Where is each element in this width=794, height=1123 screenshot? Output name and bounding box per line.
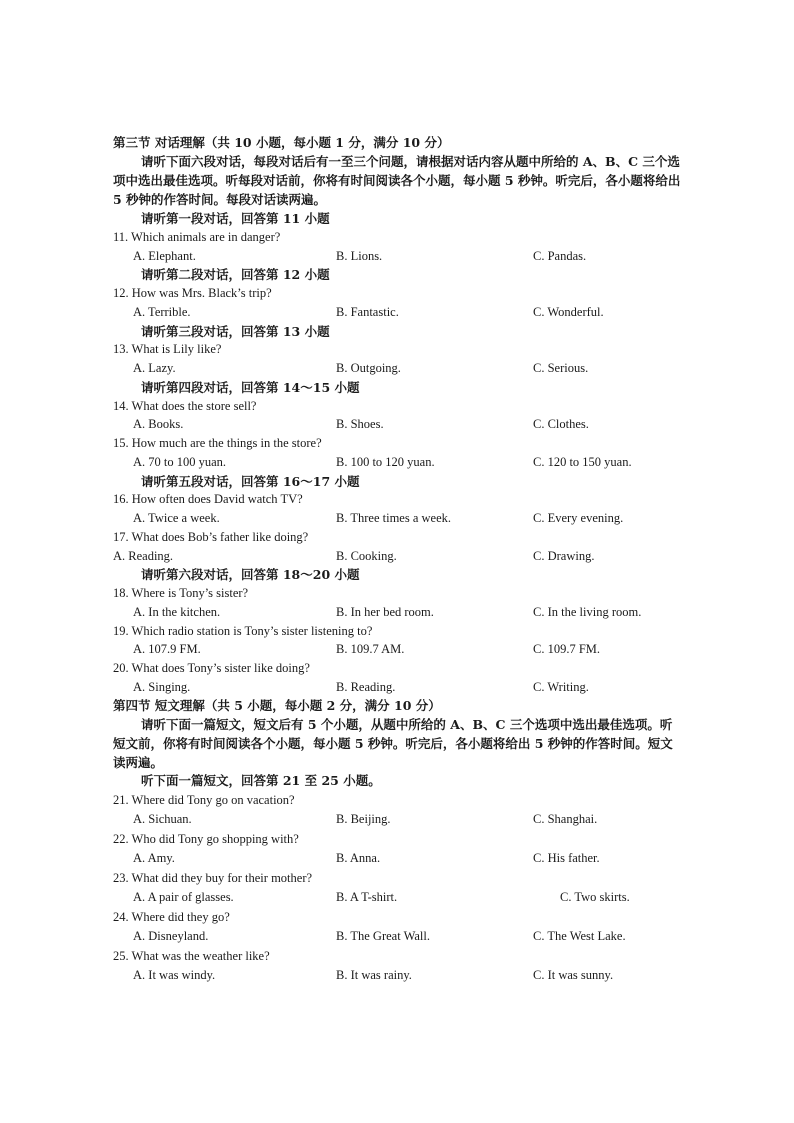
option-c[interactable]: C. Serious. — [533, 361, 589, 375]
option-c[interactable]: C. 109.7 FM. — [533, 642, 601, 657]
option-a[interactable]: A. Lazy. — [133, 361, 176, 375]
option-c[interactable]: C. The West Lake. — [533, 929, 626, 943]
dialogue-heading: 请听第二段对话，回答第 12 小题 — [141, 267, 330, 283]
option-b[interactable]: B. Three times a week. — [336, 511, 452, 525]
option-b[interactable]: B. Fantastic. — [336, 304, 399, 319]
dialogue-heading: 听下面一篇短文，回答第 21 至 25 小题。 — [141, 773, 381, 788]
section4-title: 第四节 短文理解（共 5 小题，每小题 2 分，满分 10 分） — [113, 698, 441, 713]
answer-options — [0, 247, 680, 266]
answer-options — [0, 849, 680, 868]
dialogue-heading: 请听第一段对话，回答第 11 小题 — [141, 211, 330, 226]
question-text: 11. Which animals are in danger? — [113, 229, 281, 244]
option-c[interactable]: C. Every evening. — [533, 511, 624, 525]
option-b[interactable]: B. Reading. — [336, 679, 396, 694]
option-b[interactable]: B. Lions. — [336, 248, 383, 263]
option-b[interactable]: B. In her bed room. — [336, 604, 434, 619]
option-c[interactable]: C. 120 to 150 yuan. — [533, 454, 632, 469]
dialogue-heading: 请听第六段对话，回答第 18～20 小题 — [141, 567, 360, 583]
option-a[interactable]: A. Twice a week. — [133, 511, 220, 525]
option-c[interactable]: C. It was sunny. — [533, 968, 614, 982]
option-b[interactable]: B. A T-shirt. — [336, 890, 398, 904]
question-text: 15. How much are the things in the store? — [113, 436, 322, 450]
question-text: 25. What was the weather like? — [113, 948, 270, 963]
option-c[interactable]: C. Wonderful. — [533, 304, 604, 319]
option-b[interactable]: B. Cooking. — [336, 548, 397, 563]
option-a[interactable]: A. Disneyland. — [133, 929, 209, 943]
answer-options — [0, 415, 680, 434]
option-c[interactable]: C. His father. — [533, 851, 600, 865]
dialogue-heading: 请听第五段对话，回答第 16～17 小题 — [141, 473, 360, 489]
option-c[interactable]: C. Pandas. — [533, 248, 587, 263]
option-a[interactable]: A. 107.9 FM. — [133, 642, 201, 657]
option-a[interactable]: A. Sichuan. — [133, 812, 192, 826]
option-b[interactable]: B. 100 to 120 yuan. — [336, 454, 435, 469]
answer-options — [0, 888, 680, 907]
option-a[interactable]: A. Amy. — [133, 851, 175, 865]
answer-options — [0, 603, 680, 622]
option-b[interactable]: B. 109.7 AM. — [336, 642, 405, 657]
answer-options — [0, 303, 680, 322]
section3-title: 第三节 对话理解（共 10 小题，每小题 1 分，满分 10 分） — [113, 135, 450, 150]
answer-options — [0, 640, 680, 659]
question-text: 22. Who did Tony go shopping with? — [113, 831, 299, 846]
option-a[interactable]: A. Books. — [133, 417, 184, 432]
answer-options — [0, 509, 680, 528]
answer-options — [0, 453, 680, 472]
option-a[interactable]: A. Elephant. — [133, 248, 196, 263]
option-c[interactable]: C. Drawing. — [533, 548, 595, 563]
question-text: 23. What did they buy for their mother? — [113, 870, 313, 885]
option-c[interactable]: C. In the living room. — [533, 604, 642, 619]
option-b[interactable]: B. The Great Wall. — [336, 929, 430, 943]
option-a[interactable]: A. Terrible. — [133, 304, 191, 319]
answer-options — [0, 359, 680, 378]
answer-options — [0, 927, 680, 946]
section3-instructions: 请听下面六段对话，每段对话后有一至三个问题，请根据对话内容从题中所给的 A、B、C 三个选项中选出最佳选项。听每段对话前，你将有时间阅读各个小题，每小题 5 秒钟。听完后，各小题将给出 5 秒钟的作答时间。每段对话读两遍。 — [113, 154, 681, 207]
question-text: 12. How was Mrs. Black’s trip? — [113, 286, 272, 300]
question-text: 19. Which radio station is Tony’s sister listening to? — [113, 623, 373, 638]
dialogue-heading: 请听第四段对话，回答第 14～15 小题 — [141, 379, 360, 395]
option-a[interactable]: A. Reading. — [113, 548, 174, 563]
option-a[interactable]: A. It was windy. — [133, 968, 216, 982]
option-b[interactable]: B. Shoes. — [336, 417, 384, 432]
option-c[interactable]: C. Clothes. — [533, 417, 589, 432]
answer-options — [0, 810, 680, 829]
option-b[interactable]: B. Anna. — [336, 851, 381, 865]
option-a[interactable]: A. A pair of glasses. — [133, 890, 234, 904]
question-text: 17. What does Bob’s father like doing? — [113, 529, 309, 544]
answer-options — [0, 547, 680, 566]
section4-instructions: 请听下面一篇短文，短文后有 5 个小题，从题中所给的 A、B、C 三个选项中选出最佳选项。听短文前，你将有时间阅读各个小题，每小题 5 秒钟。听完后，各小题将给出 5 秒钟的作答时间。短文读两遍。 — [113, 717, 673, 770]
answer-options — [0, 966, 680, 985]
question-text: 20. What does Tony’s sister like doing? — [113, 661, 310, 675]
option-b[interactable]: B. Beijing. — [336, 812, 391, 826]
answer-options — [0, 678, 680, 697]
option-a[interactable]: A. 70 to 100 yuan. — [133, 454, 227, 469]
question-text: 21. Where did Tony go on vacation? — [113, 792, 295, 807]
question-text: 16. How often does David watch TV? — [113, 492, 303, 507]
option-a[interactable]: A. Singing. — [133, 679, 191, 694]
option-b[interactable]: B. Outgoing. — [336, 361, 401, 375]
option-c[interactable]: C. Writing. — [533, 679, 589, 694]
question-text: 24. Where did they go? — [113, 909, 230, 924]
question-text: 18. Where is Tony’s sister? — [113, 586, 249, 600]
option-a[interactable]: A. In the kitchen. — [133, 604, 221, 619]
option-c[interactable]: C. Shanghai. — [533, 812, 598, 826]
option-c[interactable]: C. Two skirts. — [560, 890, 630, 904]
question-text: 14. What does the store sell? — [113, 398, 257, 413]
question-text: 13. What is Lily like? — [113, 342, 222, 357]
option-b[interactable]: B. It was rainy. — [336, 968, 412, 982]
dialogue-heading: 请听第三段对话，回答第 13 小题 — [141, 323, 330, 339]
